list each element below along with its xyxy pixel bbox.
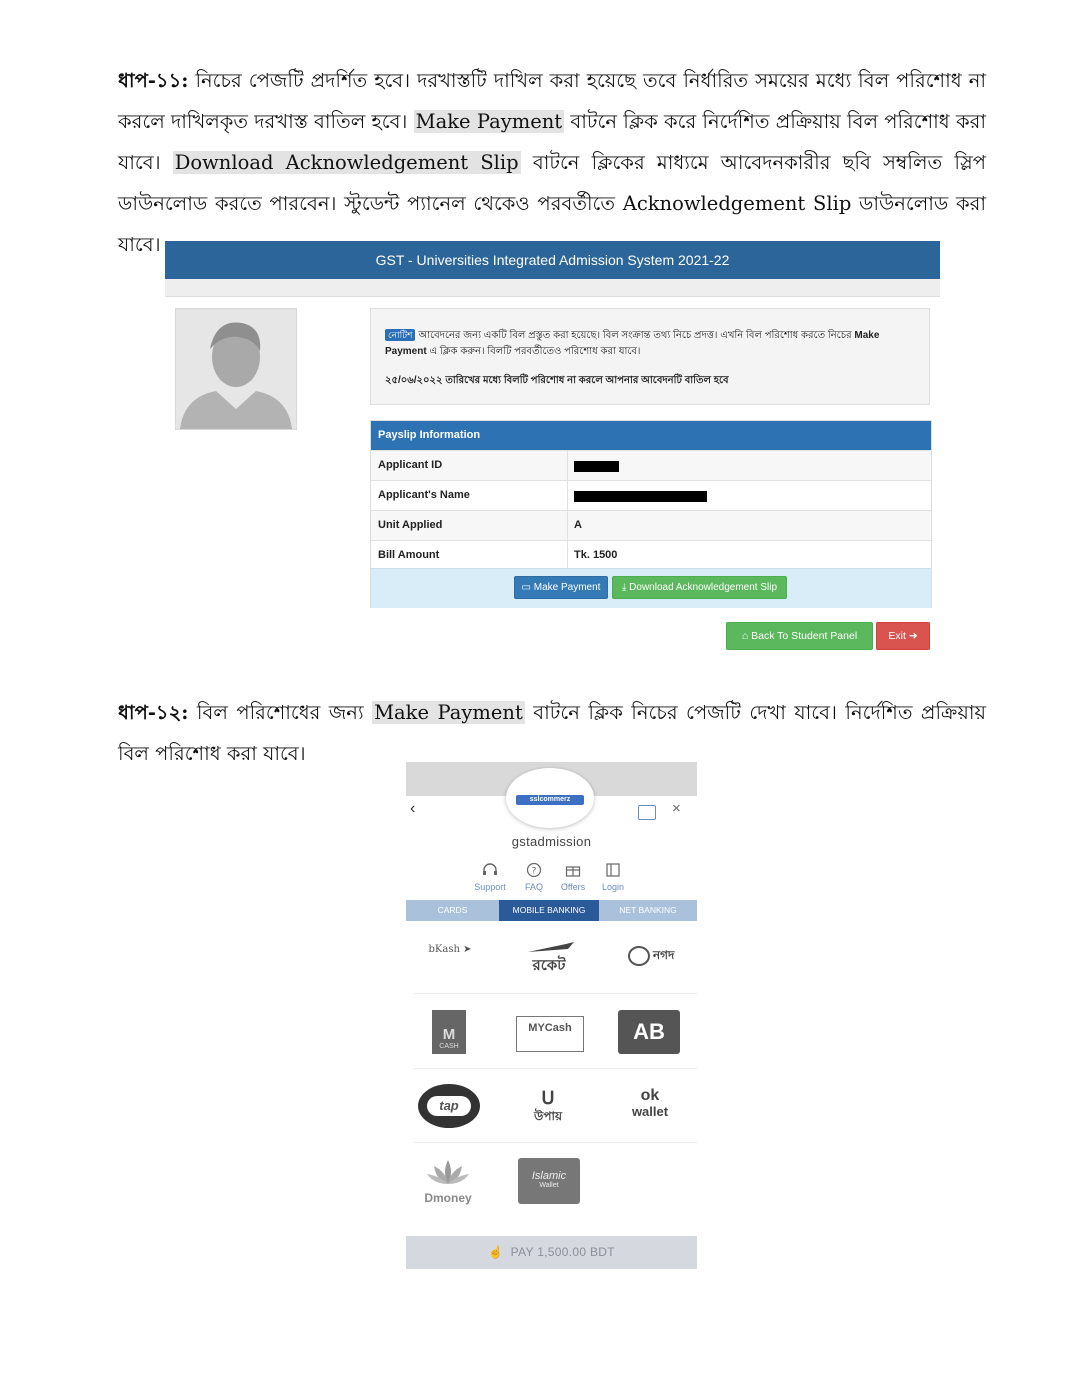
dmoney-option[interactable]: Dmoney: [416, 1158, 480, 1204]
merchant-name: gstadmission: [511, 834, 592, 849]
upay-option[interactable]: ᑌ উপায়: [518, 1088, 578, 1128]
mycash-option[interactable]: MYCash: [516, 1016, 584, 1052]
payslip-table: [370, 420, 932, 608]
close-icon[interactable]: ×: [672, 800, 681, 817]
tab-net-banking[interactable]: NET BANKING: [619, 905, 677, 915]
login-link[interactable]: Login: [593, 862, 633, 892]
redacted-applicant-name: [574, 491, 707, 502]
applicant-photo: [175, 308, 297, 430]
pay-button[interactable]: ☝ PAY 1,500.00 BDT: [406, 1236, 697, 1269]
step-12-text-1: বিল পরিশোধের জন্য: [188, 701, 373, 724]
make-payment-button[interactable]: ▭ Make Payment: [514, 576, 608, 599]
nagad-icon: [628, 946, 650, 966]
avatar-icon: [176, 309, 296, 429]
lotus-icon: [426, 1158, 470, 1186]
step-11-text-1: নিচের পেজটি প্রদর্শিত হবে। দরখাস্তটি দাখিল করা হয়েছে তবে নির্ধারিত সময়ের মধ্যে বিল পরিশোধ না করলে দাখিলকৃত দরখাস্ত বাতিল হবে।: [118, 69, 986, 133]
upay-icon: ᑌ: [541, 1088, 555, 1108]
back-chevron-icon[interactable]: ‹: [410, 800, 416, 817]
admission-subheader: [165, 279, 940, 297]
support-link[interactable]: Support: [470, 862, 510, 892]
language-icon[interactable]: [638, 805, 656, 820]
back-to-panel-button[interactable]: ⌂ Back To Student Panel: [726, 622, 873, 650]
mcash-option[interactable]: M CASH: [432, 1010, 466, 1054]
headset-icon: [481, 862, 499, 878]
svg-text:?: ?: [531, 866, 537, 877]
download-slip-button[interactable]: ⤓ Download Acknowledgement Slip: [612, 576, 787, 599]
credit-card-icon: ▭: [521, 582, 531, 593]
table-row: Unit Applied A: [371, 510, 931, 540]
step-11-text-3: বাটনে ক্লিকের মাধ্যমে আবেদনকারীর ছবি সম্বলিত স্লিপ ডাউনলোড করতে পারবেন। স্টুডেন্ট প্যানেল থেকেও পরবর্তীতে Acknowledgement Slip ডাউনলোড করা যাবে।: [118, 151, 986, 256]
gift-icon: [564, 862, 582, 878]
exit-button[interactable]: Exit ➜: [876, 622, 930, 650]
tap-option[interactable]: tap: [418, 1084, 480, 1128]
m-icon: M: [442, 1026, 456, 1043]
offers-link[interactable]: Offers: [553, 862, 593, 892]
rocket-option[interactable]: রকেট: [516, 940, 582, 974]
admission-header: GST - Universities Integrated Admission System 2021-22: [165, 241, 940, 279]
table-row: Applicant ID: [371, 450, 931, 480]
logout-icon: ➜: [908, 630, 918, 642]
download-slip-highlight: Download Acknowledgement Slip: [174, 151, 519, 174]
tab-cards[interactable]: CARDS: [437, 905, 468, 915]
tab-mobile-banking[interactable]: MOBILE BANKING: [499, 900, 599, 921]
bird-icon: ➤: [463, 944, 472, 955]
sslcommerz-logo: sslcommerz: [506, 768, 594, 828]
islamic-wallet-option[interactable]: Islamic Wallet: [518, 1158, 580, 1204]
notice-alert: [370, 308, 930, 405]
payment-tabs: [406, 900, 697, 921]
step-11-label: ধাপ-১১:: [118, 69, 189, 92]
nagad-option[interactable]: নগদ: [616, 946, 686, 967]
login-icon: [604, 862, 622, 878]
faq-link[interactable]: ? FAQ: [514, 862, 554, 892]
notice-line-2: এ ক্লিক করুন। বিলটি পরবর্তীতেও পরিশোধ করা যাবে।: [426, 346, 641, 357]
make-payment-highlight: Make Payment: [374, 701, 523, 724]
step-12-label: ধাপ-১২:: [118, 701, 189, 724]
download-icon: ⤓: [621, 582, 627, 593]
step-12-text-2: বাটনে ক্লিক নিচের পেজটি দেখা যাবে। নির্দেশিত প্রক্রিয়ায় বিল পরিশোধ করা যাবে।: [118, 701, 986, 765]
hand-icon: ☝: [488, 1245, 504, 1259]
ok-wallet-option[interactable]: ok wallet: [631, 1087, 669, 1119]
table-row: Applicant's Name: [371, 480, 931, 510]
step-11-text-2: বাটনে ক্লিক করে নির্দেশিত প্রক্রিয়ায় বিল পরিশোধ করা যাবে।: [118, 110, 986, 174]
table-row: Bill Amount Tk. 1500: [371, 540, 931, 570]
rocket-icon: [516, 941, 582, 953]
bkash-option[interactable]: bKash ➤: [428, 944, 472, 955]
notice-deadline: ২৫/০৬/২০২২ তারিখের মধ্যে বিলটি পরিশোধ না করলে আপনার আবেদনটি বাতিল হবে: [385, 375, 729, 386]
question-icon: [525, 862, 543, 878]
ab-bank-option[interactable]: AB: [618, 1010, 680, 1054]
notice-make-payment: Make Payment: [385, 330, 880, 357]
make-payment-highlight: Make Payment: [415, 110, 563, 133]
payslip-title: Payslip Information: [371, 421, 931, 450]
gateway-screenshot: [406, 762, 697, 1270]
notice-line-1: আবেদনের জন্য একটি বিল প্রস্তুত করা হয়েছে। বিল সংক্রান্ত তথ্য নিচে প্রদত্ত। এখনি বিল পরিশোধ করতে নিচের: [418, 330, 852, 341]
home-icon: ⌂: [741, 630, 749, 642]
notice-badge: নোটিশ: [385, 329, 415, 341]
redacted-applicant-id: [574, 461, 619, 472]
step-11-paragraph: [118, 60, 986, 265]
admission-screenshot: [165, 241, 940, 661]
